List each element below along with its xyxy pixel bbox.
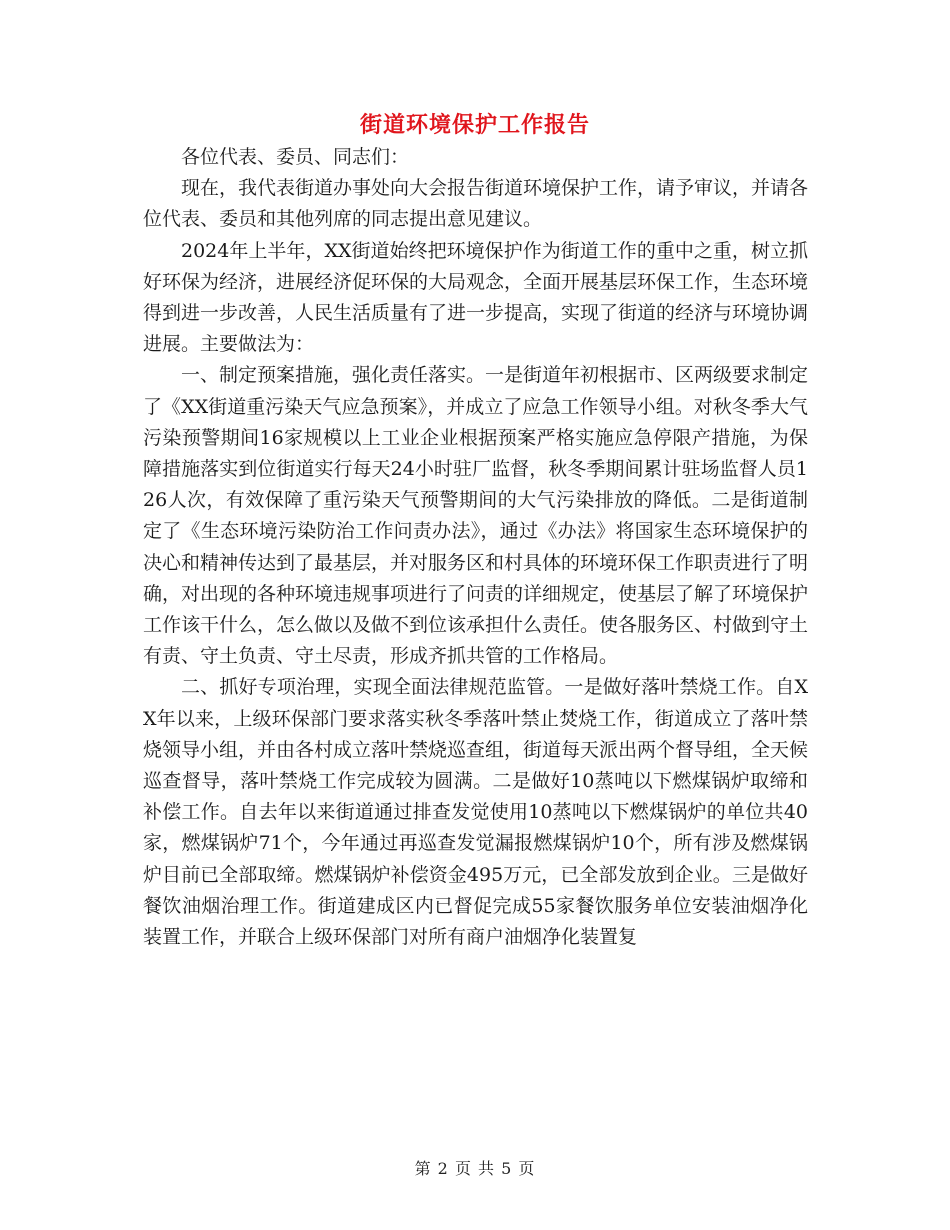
page-number-footer: 第 2 页 共 5 页 (414, 1159, 536, 1178)
intro-paragraph: 现在，我代表街道办事处向大会报告街道环境保护工作，请予审议，并请各位代表、委员和其他列席的同志提出意见建议。 (143, 177, 809, 231)
section-two-paragraph: 二、抓好专项治理，实现全面法律规范监管。一是做好落叶禁烧工作。自XX年以来，上级环保部门要求落实秋冬季落叶禁止焚烧工作，街道成立了落叶禁烧领导小组，并由各村成立落叶禁烧巡查组，街道每天派出两个督导组，全天候巡查督导，落叶禁烧工作完成较为圆满。二是做好10蒸吨以下燃煤锅炉取缔和补偿工作。自去年以来街道通过排查发觉使用10蒸吨以下燃煤锅炉的单位共40家，燃煤锅炉71个，今年通过再巡查发觉漏报燃煤锅炉10个，所有涉及燃煤锅炉目前已全部取缔。燃煤锅炉补偿资金495万元，已全部发放到企业。三是做好餐饮油烟治理工作。街道建成区内已督促完成55家餐饮服务单位安装油烟净化装置工作，并联合上级环保部门对所有商户油烟净化装置复 (143, 676, 809, 949)
document-body (143, 142, 808, 953)
section-one-paragraph: 一、制定预案措施，强化责任落实。一是街道年初根据市、区两级要求制定了《XX街道重污染天气应急预案》，并成立了应急工作领导小组。对秋冬季大气污染预警期间16家规模以上工业企业根据预案严格实施应急停限产措施，为保障措施落实到位街道实行每天24小时驻厂监督，秋冬季期间累计驻场监督人员126人次，有效保障了重污染天气预警期间的大气污染排放的降低。二是街道制定了《生态环境污染防治工作问责办法》，通过《办法》将国家生态环境保护的决心和精神传达到了最基层，并对服务区和村具体的环境环保工作职责进行了明确，对出现的各种环境违规事项进行了问责的详细规定，使基层了解了环境保护工作该干什么，怎么做以及做不到位该承担什么责任。使各服务区、村做到守土有责、守土负责、守土尽责，形成齐抓共管的工作格局。 (143, 364, 809, 668)
document-title: 街道环境保护工作报告 (359, 112, 590, 138)
overview-paragraph: 2024年上半年，XX街道始终把环境保护作为街道工作的重中之重，树立抓好环保为经济，进展经济促环保的大局观念，全面开展基层环保工作，生态环境得到进一步改善，人民生活质量有了进一步提高，实现了街道的经济与环境协调进展。主要做法为： (143, 239, 809, 356)
salutation-paragraph: 各位代表、委员、同志们： (181, 146, 410, 168)
